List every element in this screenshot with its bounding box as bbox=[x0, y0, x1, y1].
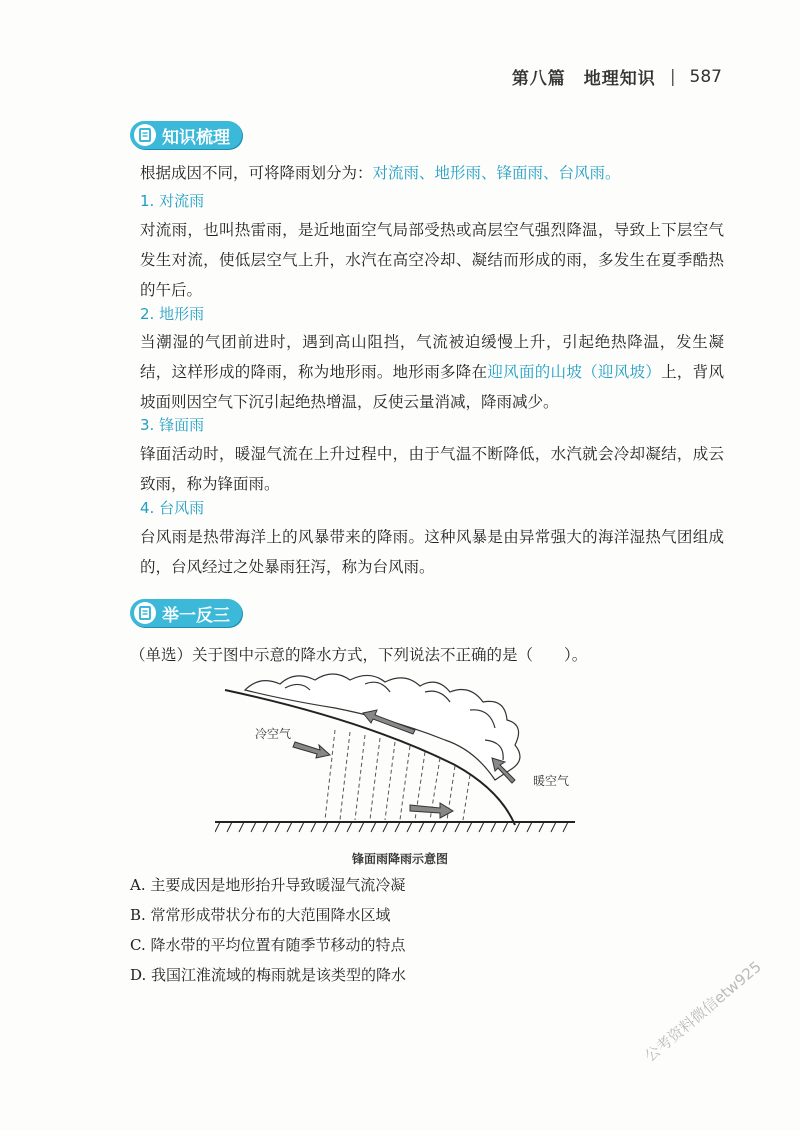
intro-prefix: 根据成因不同，可将降雨划分为： bbox=[140, 164, 373, 182]
section-title: 知识梳理 bbox=[162, 127, 230, 148]
text-convective-rain: 对流雨，也叫热雷雨，是近地面空气局部受热或高层空气强烈降温，导致上下层空气发生对流，使低层空气上升，水汽在高空冷却、凝结而形成的雨，多发生在夏季酷热的午后。 bbox=[140, 221, 724, 299]
orographic-highlight: 迎风面的山坡（迎风坡） bbox=[487, 363, 662, 381]
frontal-rain-diagram bbox=[215, 670, 575, 845]
orographic-text-b: 上，背风坡面则因空气下沉引起绝热增温，反使云量消减，降雨减少。 bbox=[140, 363, 724, 411]
chapter-title: 第八篇 地理知识 bbox=[511, 69, 656, 89]
intro-types: 对流雨、地形雨、锋面雨、台风雨。 bbox=[372, 164, 621, 182]
label-warm-air: 暖空气 bbox=[533, 774, 570, 788]
figure-caption: 锋面雨降雨示意图 bbox=[351, 852, 448, 866]
text-frontal-rain: 锋面活动时，暖湿气流在上升过程中，由于气温不断降低，水汽就会冷却凝结，成云致雨，称为锋面雨。 bbox=[140, 445, 724, 493]
intro-paragraph bbox=[140, 158, 724, 188]
watermark: 公考资料微信etw925 bbox=[641, 957, 765, 1066]
label-cold-air: 冷空气 bbox=[255, 727, 292, 741]
cold-air-arrow-2 bbox=[410, 803, 453, 818]
cold-air-arrow-1 bbox=[293, 742, 330, 758]
heading-frontal-rain: 3. 锋面雨 bbox=[140, 416, 205, 434]
section-banner-knowledge bbox=[130, 120, 242, 150]
header-separator: | bbox=[669, 66, 676, 87]
rain-streaks bbox=[325, 730, 470, 820]
heading-typhoon-rain: 4. 台风雨 bbox=[140, 499, 205, 517]
heading-convective-rain: 1. 对流雨 bbox=[140, 192, 205, 210]
option-d: D. 我国江淮流域的梅雨就是该类型的降水 bbox=[130, 966, 407, 984]
option-a: A. 主要成因是地形抬升导致暖湿气流冷凝 bbox=[130, 876, 406, 894]
option-b: B. 常常形成带状分布的大范围降水区域 bbox=[130, 906, 391, 924]
option-c: C. 降水带的平均位置有随季节移动的特点 bbox=[130, 936, 406, 954]
text-typhoon-rain: 台风雨是热带海洋上的风暴带来的降雨。这种风暴是由异常强大的海洋湿热气团组成的，台风经过之处暴雨狂泻，称为台风雨。 bbox=[140, 528, 724, 576]
section-banner-practice bbox=[130, 598, 242, 628]
page-number: 587 bbox=[689, 66, 722, 87]
text-orographic-rain bbox=[140, 327, 724, 417]
book-icon bbox=[134, 124, 156, 146]
page-header bbox=[512, 64, 722, 89]
orographic-text-a: 当潮湿的气团前进时，遇到高山阻挡，气流被迫缓慢上升，引起绝热降温，发生凝结，这样形成的降雨，称为地形雨。地形雨多降在 bbox=[140, 333, 724, 381]
book-icon bbox=[134, 602, 156, 624]
question-text: （单选）关于图中示意的降水方式，下列说法不正确的是（ ）。 bbox=[130, 646, 588, 664]
section-title: 举一反三 bbox=[162, 605, 230, 626]
heading-orographic-rain: 2. 地形雨 bbox=[140, 305, 205, 323]
